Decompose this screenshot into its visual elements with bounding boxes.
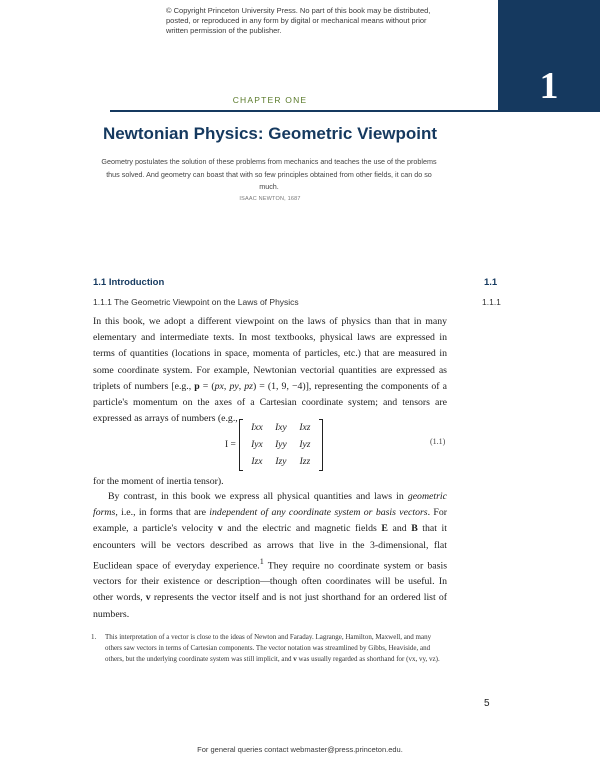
matrix-cell: Ixz xyxy=(299,423,311,433)
footnote-1 xyxy=(93,632,447,665)
footnote-ref[interactable]: 1 xyxy=(259,556,264,566)
footnote-number: 1. xyxy=(91,633,97,641)
matrix-cell: Izy xyxy=(275,457,287,467)
epigraph-source: ISAAC NEWTON, 1687 xyxy=(239,196,301,202)
page-number: 5 xyxy=(484,698,490,709)
chapter-title: Newtonian Physics: Geometric Viewpoint xyxy=(102,124,438,143)
subsection-margin-number: 1.1.1 xyxy=(482,297,501,307)
equation-number: (1.1) xyxy=(430,437,446,446)
matrix-cell: Izz xyxy=(299,457,311,467)
chapter-number-box xyxy=(498,0,600,112)
inertia-matrix xyxy=(239,419,323,471)
chapter-label: CHAPTER ONE xyxy=(232,95,308,105)
subsection-heading: 1.1.1 The Geometric Viewpoint on the Laws of Physics xyxy=(93,297,299,307)
section-heading: 1.1 Introduction xyxy=(93,277,165,288)
matrix-cell: Iyy xyxy=(275,440,287,450)
paragraph-2: for the moment of inertia tensor). xyxy=(93,476,224,487)
matrix-cell: Ixx xyxy=(251,423,263,433)
equation-lhs: I = xyxy=(225,440,236,450)
chapter-number: 1 xyxy=(539,65,559,107)
section-margin-number: 1.1 xyxy=(484,277,498,288)
matrix-cell: Iyz xyxy=(299,440,311,450)
epigraph: Geometry postulates the solution of these problems from mechanics and teaches the use of the problems thus solved. And geometry can boast that with so few principles obtained from other fields, it can do so much. xyxy=(101,157,437,191)
header-rule xyxy=(110,110,498,112)
paragraph-3: By contrast, in this book we express all physical quantities and laws in geometric forms, i.e., in forms that are independent of any coordinate system or basis vectors. For example, a particle's velocity v and the electric and magnetic fields E and B that it encounters will be vectors described as arrows that live in the 3-dimensional, flat Euclidean space of everyday experience.$^1$ They require no coordinate system or basis vectors for their existence or description—though often coordinates will be useful. In other words, v represents the vector itself and is not just shorthand for an ordered list of numbers. xyxy=(93,491,448,620)
paragraph-1: In this book, we adopt a different viewpoint on the laws of physics than that in many elementary and intermediate texts. In most textbooks, physical laws are expressed in terms of quantities (locations in space, momenta of particles, etc.) that are measured in some coordinate system. For example, Newtonian vectorial quantities are expressed as triplets of numbers [e.g., p = (px, py, pz) = (1, 9, −4)], representing the components of a particle's momentum on the axes of a Cartesian coordinate system; and tensors are expressed as arrays of numbers (e.g., xyxy=(93,316,447,425)
matrix-cell: Ixy xyxy=(275,423,287,433)
inertia-tensor-equation xyxy=(225,419,323,471)
copyright-notice: © Copyright Princeton University Press. No part of this book may be distributed, posted, or reproduced in any form by digital or mechanical means without prior written permission of the publisher. xyxy=(166,6,431,35)
matrix-cell: Iyx xyxy=(251,440,263,450)
footnote-text: This interpretation of a vector is close to the ideas of Newton and Faraday. Lagrange, Hamilton, Maxwell, and many others saw vectors in terms of Cartesian components. The vector notation was streamlined by Gibbs, Heaviside, and others, but the underlying coordinate system was still implicit, and v was usually regarded as shorthand for (vx, vy, vz). xyxy=(105,633,440,663)
matrix-cell: Izx xyxy=(251,457,263,467)
contact-footer: For general queries contact webmaster@press.princeton.edu. xyxy=(197,745,403,754)
